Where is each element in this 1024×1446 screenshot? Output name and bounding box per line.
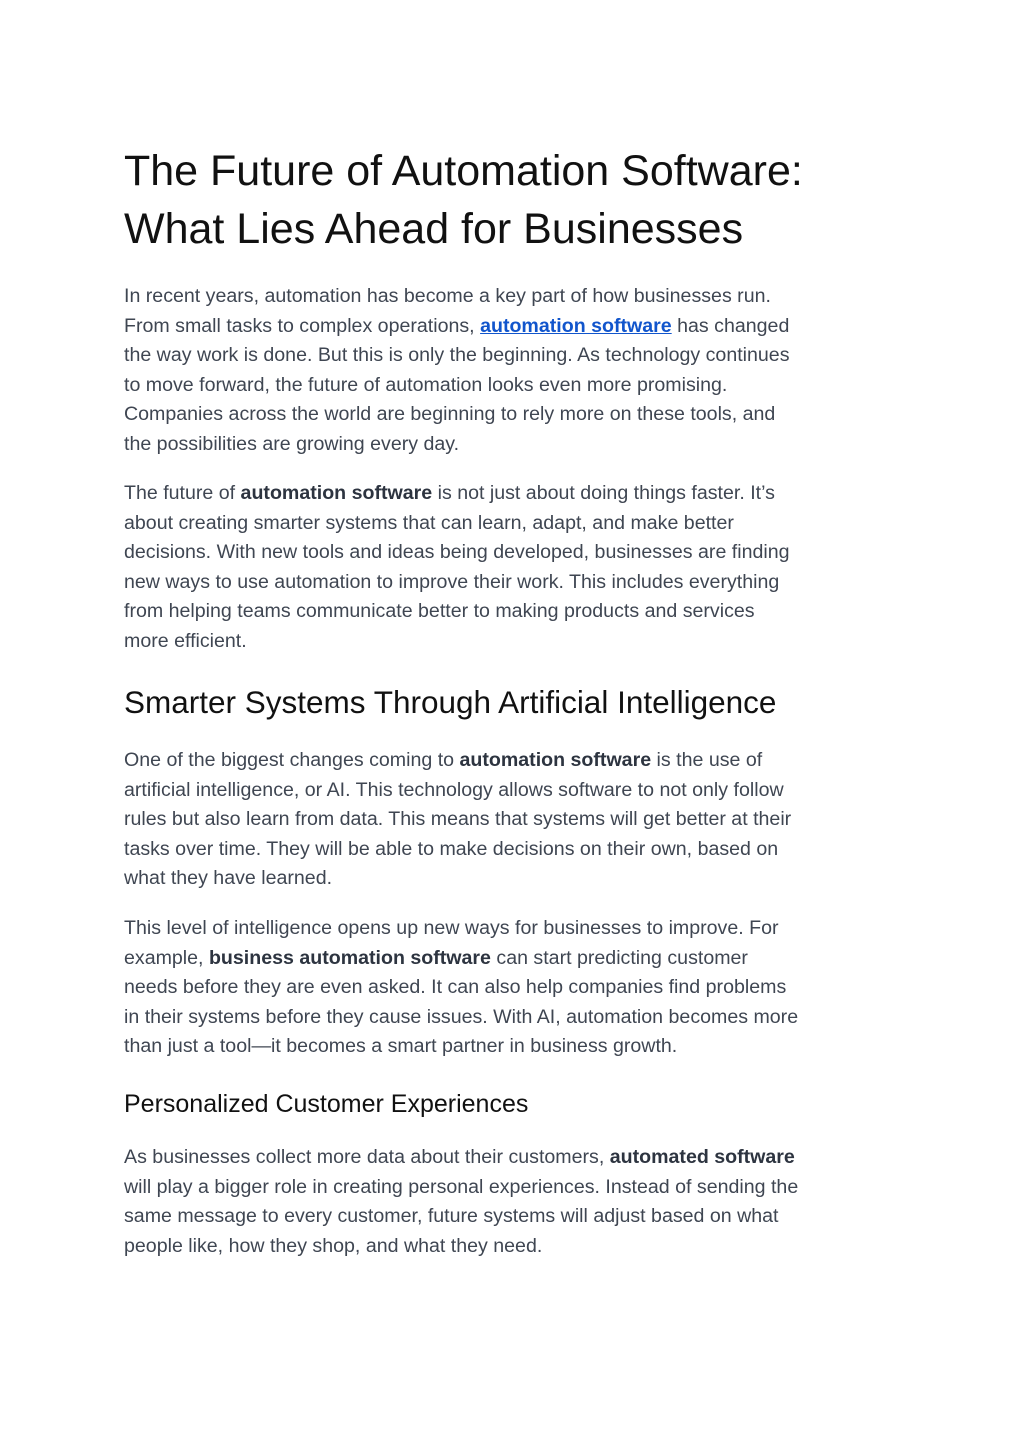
page-title (124, 142, 896, 258)
text-line: decisions. With new tools and ideas being developed, businesses are finding (124, 541, 790, 563)
text-line: people like, how they shop, and what they need. (124, 1234, 543, 1257)
text-line: new ways to use automation to improve their work. This includes everything (124, 570, 780, 593)
text-run: is the use of (651, 749, 763, 771)
text-line (124, 746, 904, 776)
text-line: in their systems before they cause issues. With AI, automation becomes more (124, 1005, 799, 1028)
text-line: will play a bigger role in creating personal experiences. Instead of sending the (124, 1175, 799, 1198)
text-line: rules but also learn from data. This means that systems will get better at their (124, 808, 792, 830)
text-run: has changed (671, 314, 790, 337)
title-line-2: What Lies Ahead for Businesses (124, 205, 744, 253)
text-run: is not just about doing things faster. It’s (432, 482, 775, 504)
title-line-1: The Future of Automation Software: (124, 147, 803, 195)
text-line: more efficient. (124, 629, 247, 652)
text-run: The future of (124, 482, 241, 504)
text-run: can start predicting customer (490, 946, 748, 969)
text-line (124, 944, 904, 974)
future-paragraph (124, 479, 904, 656)
text-line: This level of intelligence opens up new ways for businesses to improve. For (124, 917, 779, 939)
bold-term: automation software (240, 482, 433, 504)
text-line: tasks over time. They will be able to make decisions on their own, based on (124, 837, 779, 860)
text-line: about creating smarter systems that can learn, adapt, and make better (124, 511, 734, 534)
text-run: From small tasks to complex operations, (124, 314, 481, 337)
intelligence-paragraph (124, 914, 904, 1062)
text-line (124, 479, 904, 509)
intro-paragraph (124, 282, 904, 459)
bold-term: business automation software (208, 946, 491, 969)
text-line (124, 1143, 904, 1173)
text-line: artificial intelligence, or AI. This technology allows software to not only follow (124, 778, 784, 801)
text-line (124, 312, 904, 342)
text-line: from helping teams communicate better to making products and services (124, 600, 755, 622)
text-line: the way work is done. But this is only the beginning. As technology continues (124, 344, 790, 366)
text-line: same message to every customer, future systems will adjust based on what (124, 1205, 779, 1227)
text-run: As businesses collect more data about their customers, (124, 1146, 610, 1168)
automation-software-link[interactable]: automation software (480, 314, 672, 337)
text-line: In recent years, automation has become a key part of how businesses run. (124, 285, 771, 307)
text-line: than just a tool—it becomes a smart partner in business growth. (124, 1035, 678, 1057)
bold-term: automated software (609, 1146, 795, 1168)
text-line: what they have learned. (124, 867, 333, 889)
text-line: needs before they are even asked. It can also help companies find problems (124, 976, 787, 998)
personalized-paragraph (124, 1143, 904, 1261)
text-line: Companies across the world are beginning to rely more on these tools, and (124, 403, 776, 425)
bold-term: automation software (459, 749, 652, 771)
ai-paragraph (124, 746, 904, 894)
text-run: One of the biggest changes coming to (124, 749, 460, 771)
text-line: the possibilities are growing every day. (124, 432, 460, 455)
text-run: example, (124, 946, 209, 969)
section-heading-personalized: Personalized Customer Experiences (124, 1090, 529, 1118)
text-line: to move forward, the future of automation looks even more promising. (124, 373, 728, 396)
section-heading-ai: Smarter Systems Through Artificial Intelligence (124, 684, 777, 720)
